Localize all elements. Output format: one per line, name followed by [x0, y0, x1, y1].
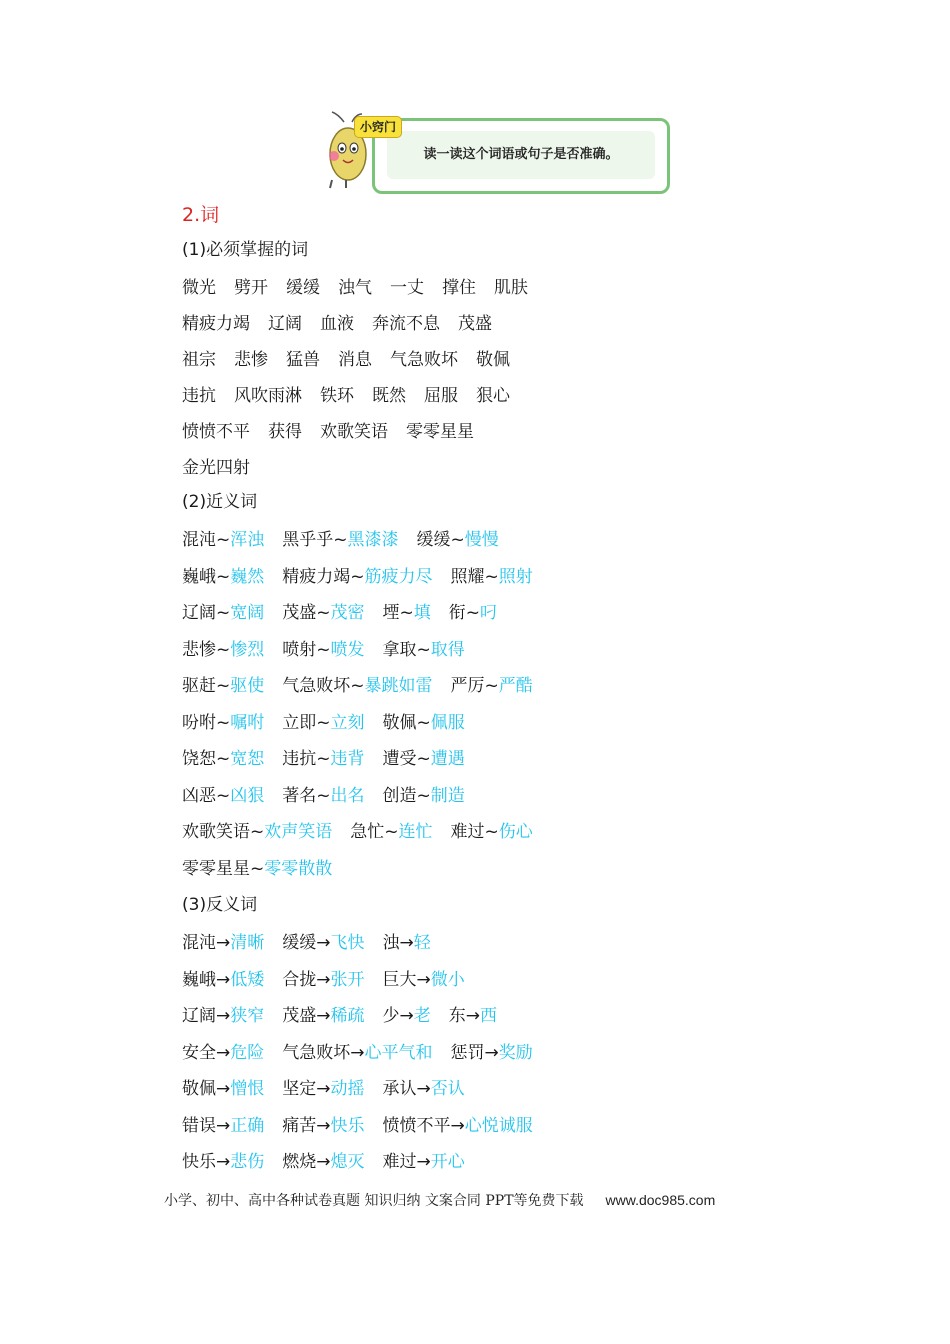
word: 奔流不息 — [372, 314, 440, 334]
word: 错误 — [182, 1115, 216, 1136]
synonym-answer: 照射 — [498, 566, 533, 587]
word: 欢歌笑语 — [182, 822, 250, 842]
word: 巨大 — [382, 969, 417, 990]
subheading-synonyms: (2)近义词 — [182, 492, 258, 512]
tip-label: 小窍门 — [354, 116, 402, 138]
word: 气急败坏 — [282, 676, 351, 696]
word: 惩罚 — [450, 1042, 485, 1063]
synonym-separator: ~ — [399, 603, 414, 623]
antonym-answer: 否认 — [430, 1079, 465, 1099]
synonym-separator: ~ — [484, 822, 499, 842]
antonym-answer: 微小 — [430, 969, 465, 990]
synonym-separator: ~ — [216, 712, 231, 733]
word: 拿取 — [382, 639, 417, 660]
word: 敬佩 — [382, 712, 417, 733]
word: 缓缓 — [416, 530, 451, 550]
word: 缓缓 — [286, 278, 320, 298]
antonym-pair — [182, 1152, 264, 1172]
word: 巍峨 — [182, 566, 216, 587]
synonym-separator: ~ — [450, 530, 465, 550]
antonym-pair — [383, 1152, 465, 1172]
word: 茂盛 — [458, 314, 492, 334]
word: 辽阔 — [268, 314, 302, 334]
word: 驱赶 — [182, 676, 216, 696]
synonym-answer: 宽阔 — [230, 603, 265, 623]
synonym-answer: 凶狠 — [230, 785, 265, 806]
synonym-separator: ~ — [465, 603, 480, 623]
synonym-pair — [451, 567, 533, 587]
antonym-pair — [182, 1043, 264, 1063]
antonym-answer: 狭窄 — [230, 1006, 265, 1026]
synonym-separator: ~ — [216, 676, 231, 696]
word: 东 — [448, 1006, 466, 1026]
antonym-answer: 飞快 — [330, 933, 365, 953]
antonym-answer: 快乐 — [330, 1115, 365, 1136]
antonym-pair — [383, 1116, 533, 1136]
antonym-answer: 心悦诚服 — [464, 1115, 533, 1136]
antonym-pair — [182, 1116, 264, 1136]
antonym-separator: → — [416, 1152, 431, 1172]
word: 合拢 — [282, 969, 317, 990]
synonym-separator: ~ — [316, 785, 331, 806]
word: 精疲力竭 — [282, 566, 351, 587]
word: 零零星星 — [182, 858, 250, 879]
synonym-pair — [350, 822, 432, 842]
antonym-separator: → — [316, 1152, 331, 1172]
synonym-separator: ~ — [484, 676, 499, 696]
word: 堙 — [382, 603, 400, 623]
synonym-pair — [451, 822, 533, 842]
synonym-pair — [449, 603, 497, 623]
word: 浊气 — [338, 278, 372, 298]
antonym-separator: → — [416, 1079, 431, 1099]
word: 风吹雨淋 — [234, 386, 302, 406]
word: 著名 — [282, 785, 317, 806]
word: 一丈 — [390, 278, 424, 298]
synonym-pair — [383, 749, 465, 769]
must-words-row — [182, 348, 528, 372]
word: 承认 — [382, 1079, 417, 1099]
antonym-pair — [451, 1043, 533, 1063]
word: 混沌 — [182, 933, 216, 953]
synonym-answer: 制造 — [430, 785, 465, 806]
antonym-answer: 张开 — [330, 969, 365, 990]
synonym-pair — [282, 786, 364, 806]
synonym-answer: 驱使 — [230, 676, 265, 696]
word: 愤愤不平 — [182, 422, 250, 442]
synonym-row — [182, 747, 483, 771]
antonym-pair — [383, 1006, 431, 1026]
synonym-pair — [182, 859, 332, 879]
synonym-separator: ~ — [316, 712, 331, 733]
synonym-pair — [182, 567, 264, 587]
antonym-pair — [282, 1116, 364, 1136]
antonym-separator: → — [216, 1152, 231, 1172]
synonym-row — [182, 820, 551, 844]
word: 喷射 — [282, 639, 317, 660]
antonym-separator: → — [399, 933, 414, 953]
antonym-answer: 西 — [480, 1006, 497, 1026]
synonym-separator: ~ — [216, 749, 231, 769]
antonym-separator: → — [216, 1115, 231, 1136]
synonym-pair — [383, 603, 431, 623]
synonym-pair — [182, 822, 332, 842]
footer-url[interactable]: www.doc985.com — [605, 1192, 716, 1208]
synonym-pair — [417, 530, 499, 550]
synonym-separator: ~ — [416, 749, 431, 769]
antonym-separator: → — [350, 1042, 365, 1063]
synonym-pair — [182, 603, 264, 623]
antonym-pair — [282, 1152, 364, 1172]
word: 茂盛 — [282, 1006, 317, 1026]
antonym-row — [182, 1077, 483, 1101]
synonym-separator: ~ — [316, 639, 331, 660]
synonym-answer: 立刻 — [330, 712, 365, 733]
synonym-separator: ~ — [416, 785, 431, 806]
synonym-row — [182, 784, 483, 808]
word: 遭受 — [382, 749, 417, 769]
word: 违抗 — [182, 386, 216, 406]
word: 敬佩 — [182, 1079, 216, 1099]
antonym-pair — [182, 970, 264, 990]
synonym-answer: 浑浊 — [230, 530, 265, 550]
synonym-answer: 填 — [413, 603, 431, 623]
antonym-answer: 低矮 — [230, 969, 265, 990]
antonym-separator: → — [216, 969, 231, 990]
word: 悲惨 — [234, 350, 268, 370]
synonym-separator: ~ — [484, 566, 499, 587]
synonym-answer: 连忙 — [398, 822, 433, 842]
synonym-answer: 叼 — [480, 603, 497, 623]
synonym-answer: 违背 — [330, 749, 365, 769]
synonym-pair — [282, 713, 364, 733]
synonym-answer: 黑漆漆 — [347, 530, 399, 550]
antonym-separator: → — [216, 933, 231, 953]
synonym-row — [182, 674, 551, 698]
antonym-answer: 危险 — [230, 1042, 265, 1063]
synonym-answer: 出名 — [330, 785, 365, 806]
synonym-answer: 惨烈 — [230, 639, 265, 660]
subheading-must-words: (1)必须掌握的词 — [182, 240, 309, 260]
tip-box — [372, 118, 670, 194]
antonym-separator: → — [216, 1042, 231, 1063]
antonym-pair — [182, 933, 264, 953]
synonym-pair — [282, 603, 364, 623]
synonym-separator: ~ — [250, 858, 265, 879]
synonym-answer: 零零散散 — [264, 858, 333, 879]
synonym-pair — [182, 640, 264, 660]
antonym-row — [182, 1150, 483, 1174]
synonym-pair — [282, 640, 364, 660]
word: 缓缓 — [282, 933, 317, 953]
word: 零零星星 — [406, 422, 474, 442]
word: 劈开 — [234, 278, 268, 298]
antonym-separator: → — [316, 1079, 331, 1099]
synonym-pair — [383, 786, 465, 806]
word: 黑乎乎 — [282, 530, 334, 550]
word: 违抗 — [282, 749, 317, 769]
word: 快乐 — [182, 1152, 216, 1172]
synonym-answer: 嘱咐 — [230, 712, 265, 733]
word: 难过 — [382, 1152, 417, 1172]
word: 安全 — [182, 1042, 216, 1063]
synonym-pair — [282, 530, 398, 550]
synonym-row — [182, 565, 551, 589]
synonym-row — [182, 711, 483, 735]
antonym-pair — [383, 933, 431, 953]
word: 饶恕 — [182, 749, 216, 769]
word: 猛兽 — [286, 350, 320, 370]
word: 微光 — [182, 278, 216, 298]
word: 燃烧 — [282, 1152, 317, 1172]
synonym-answer: 喷发 — [330, 639, 365, 660]
word: 辽阔 — [182, 1006, 216, 1026]
antonym-separator: → — [484, 1042, 499, 1063]
synonym-separator: ~ — [416, 712, 431, 733]
antonym-row — [182, 1004, 515, 1028]
subheading-antonyms: (3)反义词 — [182, 895, 258, 915]
antonym-answer: 正确 — [230, 1115, 265, 1136]
word: 血液 — [320, 314, 354, 334]
synonym-answer: 严酷 — [498, 676, 533, 696]
footer-text: 小学、初中、高中各种试卷真题 知识归纳 文案合同 PPT等免费下载 — [164, 1193, 584, 1209]
synonym-separator: ~ — [350, 676, 365, 696]
word: 巍峨 — [182, 969, 216, 990]
antonym-row — [182, 968, 483, 992]
synonym-answer: 取得 — [430, 639, 465, 660]
antonym-pair — [282, 1006, 364, 1026]
word: 敬佩 — [476, 350, 510, 370]
synonym-pair — [182, 713, 264, 733]
word: 茂盛 — [282, 603, 317, 623]
antonym-answer: 清晰 — [230, 933, 265, 953]
antonym-pair — [449, 1006, 497, 1026]
must-words-row — [182, 276, 546, 300]
synonym-separator: ~ — [216, 566, 231, 587]
synonym-pair — [182, 676, 264, 696]
antonym-pair — [282, 1043, 432, 1063]
antonym-row — [182, 1114, 551, 1138]
antonym-row — [182, 1041, 551, 1065]
word: 创造 — [382, 785, 417, 806]
word: 精疲力竭 — [182, 314, 250, 334]
antonym-answer: 奖励 — [498, 1042, 533, 1063]
word: 撑住 — [442, 278, 476, 298]
antonym-separator: → — [450, 1115, 465, 1136]
antonym-separator: → — [216, 1079, 231, 1099]
synonym-answer: 筋疲力尽 — [364, 566, 433, 587]
antonym-answer: 悲伤 — [230, 1152, 265, 1172]
must-words-row — [182, 312, 510, 336]
antonym-separator: → — [316, 1006, 331, 1026]
antonym-pair — [282, 933, 364, 953]
antonym-pair — [282, 970, 364, 990]
synonym-pair — [383, 713, 465, 733]
synonym-separator: ~ — [316, 749, 331, 769]
synonym-separator: ~ — [216, 639, 231, 660]
antonym-answer: 动摇 — [330, 1079, 365, 1099]
antonym-answer: 老 — [413, 1006, 431, 1026]
footer — [164, 1190, 715, 1210]
must-words-row — [182, 420, 492, 444]
antonym-separator: → — [316, 969, 331, 990]
synonym-pair — [182, 749, 264, 769]
word: 坚定 — [282, 1079, 317, 1099]
must-words-row — [182, 456, 268, 480]
word: 痛苦 — [282, 1115, 317, 1136]
antonym-separator: → — [465, 1006, 480, 1026]
antonym-separator: → — [399, 1006, 414, 1026]
synonym-separator: ~ — [416, 639, 431, 660]
synonym-separator: ~ — [350, 566, 365, 587]
word: 获得 — [268, 422, 302, 442]
antonym-pair — [383, 970, 465, 990]
synonym-separator: ~ — [333, 530, 348, 550]
word: 悲惨 — [182, 639, 216, 660]
word: 狠心 — [476, 386, 510, 406]
antonym-pair — [282, 1079, 364, 1099]
synonym-pair — [282, 676, 432, 696]
antonym-answer: 开心 — [430, 1152, 465, 1172]
synonym-answer: 欢声笑语 — [264, 822, 333, 842]
synonym-separator: ~ — [216, 785, 231, 806]
synonym-pair — [282, 749, 364, 769]
tip-callout — [322, 110, 668, 190]
tip-text: 读一读这个词语或句子是否准确。 — [387, 131, 655, 179]
synonym-row — [182, 601, 515, 625]
synonym-pair — [182, 530, 264, 550]
synonym-answer: 茂密 — [330, 603, 365, 623]
word: 急忙 — [350, 822, 385, 842]
synonym-pair — [182, 786, 264, 806]
word: 愤愤不平 — [382, 1115, 451, 1136]
word: 消息 — [338, 350, 372, 370]
synonym-pair — [451, 676, 533, 696]
antonym-pair — [182, 1079, 264, 1099]
antonym-answer: 心平气和 — [364, 1042, 433, 1063]
antonym-row — [182, 931, 449, 955]
synonym-answer: 宽恕 — [230, 749, 265, 769]
word: 混沌 — [182, 530, 216, 550]
synonym-row — [182, 638, 483, 662]
antonym-answer: 轻 — [413, 933, 431, 953]
word: 立即 — [282, 712, 317, 733]
synonym-answer: 佩服 — [430, 712, 465, 733]
word: 既然 — [372, 386, 406, 406]
synonym-separator: ~ — [316, 603, 331, 623]
antonym-answer: 熄灭 — [330, 1152, 365, 1172]
antonym-separator: → — [316, 933, 331, 953]
word: 气急败坏 — [282, 1042, 351, 1063]
antonym-pair — [182, 1006, 264, 1026]
word: 铁环 — [320, 386, 354, 406]
synonym-separator: ~ — [216, 603, 231, 623]
synonym-answer: 伤心 — [498, 822, 533, 842]
antonym-separator: → — [416, 969, 431, 990]
word: 辽阔 — [182, 603, 216, 623]
word: 欢歌笑语 — [320, 422, 388, 442]
word: 衔 — [448, 603, 466, 623]
word: 难过 — [450, 822, 485, 842]
synonym-pair — [282, 567, 432, 587]
word: 少 — [382, 1006, 400, 1026]
antonym-separator: → — [216, 1006, 231, 1026]
word: 祖宗 — [182, 350, 216, 370]
antonym-answer: 稀疏 — [330, 1006, 365, 1026]
synonym-answer: 巍然 — [230, 566, 265, 587]
word: 肌肤 — [494, 278, 528, 298]
synonym-separator: ~ — [250, 822, 265, 842]
antonym-answer: 憎恨 — [230, 1079, 265, 1099]
synonym-answer: 暴跳如雷 — [364, 676, 433, 696]
synonym-separator: ~ — [384, 822, 399, 842]
synonym-pair — [383, 640, 465, 660]
antonym-pair — [383, 1079, 465, 1099]
synonym-row — [182, 857, 350, 881]
synonym-answer: 遭遇 — [430, 749, 465, 769]
must-words-row — [182, 384, 528, 408]
synonym-separator: ~ — [216, 530, 231, 550]
word: 浊 — [382, 933, 400, 953]
word: 屈服 — [424, 386, 458, 406]
word: 凶恶 — [182, 785, 216, 806]
antonym-separator: → — [316, 1115, 331, 1136]
word: 气急败坏 — [390, 350, 458, 370]
word: 吩咐 — [182, 712, 216, 733]
section-title: 2.词 — [182, 204, 220, 226]
synonym-answer: 慢慢 — [464, 530, 499, 550]
word: 金光四射 — [182, 458, 250, 478]
word: 严厉 — [450, 676, 485, 696]
word: 照耀 — [450, 566, 485, 587]
synonym-row — [182, 528, 517, 552]
